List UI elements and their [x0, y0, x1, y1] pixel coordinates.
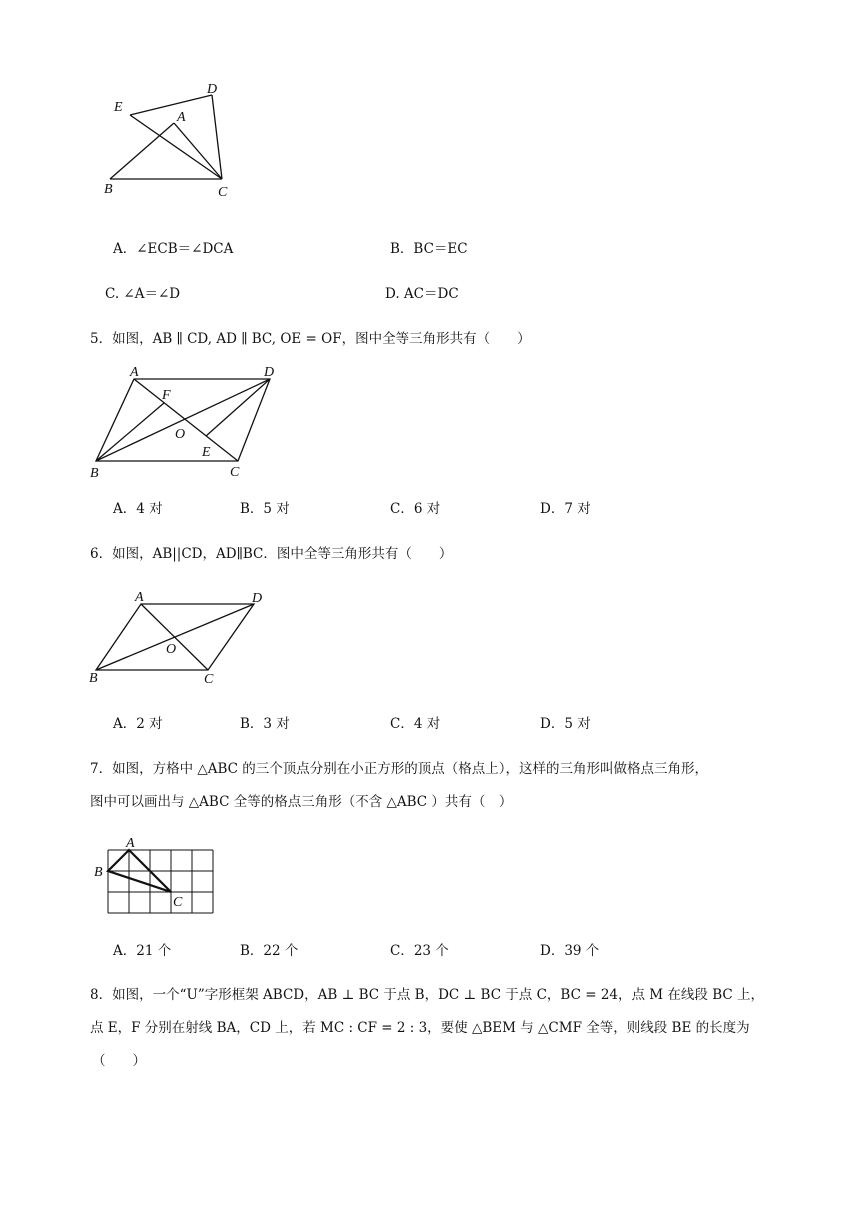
q6-label-O: O [166, 642, 177, 657]
q4-option-a: A．∠ECB＝∠DCA [113, 241, 234, 257]
q7-option-b: B．22 个 [240, 943, 299, 959]
q5-segment-BF [96, 403, 164, 461]
q8-stem-line2: 点 E，F 分别在射线 BA，CD 上，若 MC : CF = 2 : 3，要使 △BEM 与 △CMF 全等，则线段 BE 的长度为 [90, 1020, 750, 1036]
q5-segment-DE [206, 379, 270, 436]
q6-label-A: A [135, 590, 144, 605]
q5-label-O: O [175, 427, 186, 442]
q5-stem: 5．如图，AB ∥ CD, AD ∥ BC, OE = OF，图中全等三角形共有（ ） [90, 331, 531, 347]
q6-option-c: C．4 对 [390, 716, 441, 732]
q6-label-C: C [204, 672, 214, 687]
q5-label-E: E [202, 445, 211, 460]
q6-label-D: D [252, 591, 263, 606]
q5-diagonal-BD [96, 379, 270, 461]
q7-option-d: D．39 个 [540, 943, 600, 959]
q4-option-c: C. ∠A＝∠D [105, 286, 181, 302]
q5-label-A: A [130, 365, 139, 380]
q6-option-d: D．5 对 [540, 716, 591, 732]
q8-stem-line3: （ ） [92, 1053, 146, 1069]
q6-label-B: B [89, 671, 98, 686]
q6-stem: 6．如图，AB||CD，AD∥BC．图中全等三角形共有（ ） [90, 546, 453, 562]
q7-stem-line1: 7．如图，方格中 △ABC 的三个顶点分别在小正方形的顶点（格点上），这样的三角形叫做格点三角形， [90, 761, 709, 777]
q4-segment-BA [110, 123, 174, 179]
q5-option-b: B．5 对 [240, 501, 290, 517]
q5-diagonal-AC [134, 379, 238, 461]
q5-label-B: B [90, 466, 99, 481]
q6-figure [86, 586, 276, 690]
q5-option-d: D．7 对 [540, 501, 591, 517]
q6-option-a: A．2 对 [113, 716, 163, 732]
q4-figure [100, 75, 250, 205]
q7-label-C: C [173, 895, 183, 910]
q7-option-c: C．23 个 [390, 943, 449, 959]
q6-option-b: B．3 对 [240, 716, 290, 732]
q4-segment-DC [212, 95, 222, 179]
q5-label-F: F [162, 388, 171, 403]
q4-option-b: B．BC＝EC [390, 241, 468, 257]
q4-label-D: D [207, 82, 218, 97]
q5-option-c: C．6 对 [390, 501, 441, 517]
q5-label-D: D [264, 365, 275, 380]
q4-option-d: D. AC＝DC [385, 286, 459, 302]
q4-label-C: C [218, 185, 228, 200]
q4-segment-ED [130, 95, 212, 115]
q7-figure [90, 834, 220, 920]
q7-stem-line2: 图中可以画出与 △ABC 全等的格点三角形（不含 △ABC ）共有（ ） [90, 794, 513, 810]
q4-label-B: B [104, 182, 113, 197]
q7-option-a: A．21 个 [113, 943, 172, 959]
q5-label-C: C [230, 465, 240, 480]
q5-figure [86, 362, 286, 482]
q5-option-a: A．4 对 [113, 501, 163, 517]
q7-label-A: A [126, 836, 135, 851]
q4-label-A: A [177, 110, 186, 125]
q7-label-B: B [94, 865, 103, 880]
q8-stem-line1: 8．如图，一个“U”字形框架 ABCD，AB ⊥ BC 于点 B，DC ⊥ BC 于点 C，BC = 24，点 M 在线段 BC 上， [90, 987, 764, 1003]
q4-label-E: E [114, 100, 123, 115]
